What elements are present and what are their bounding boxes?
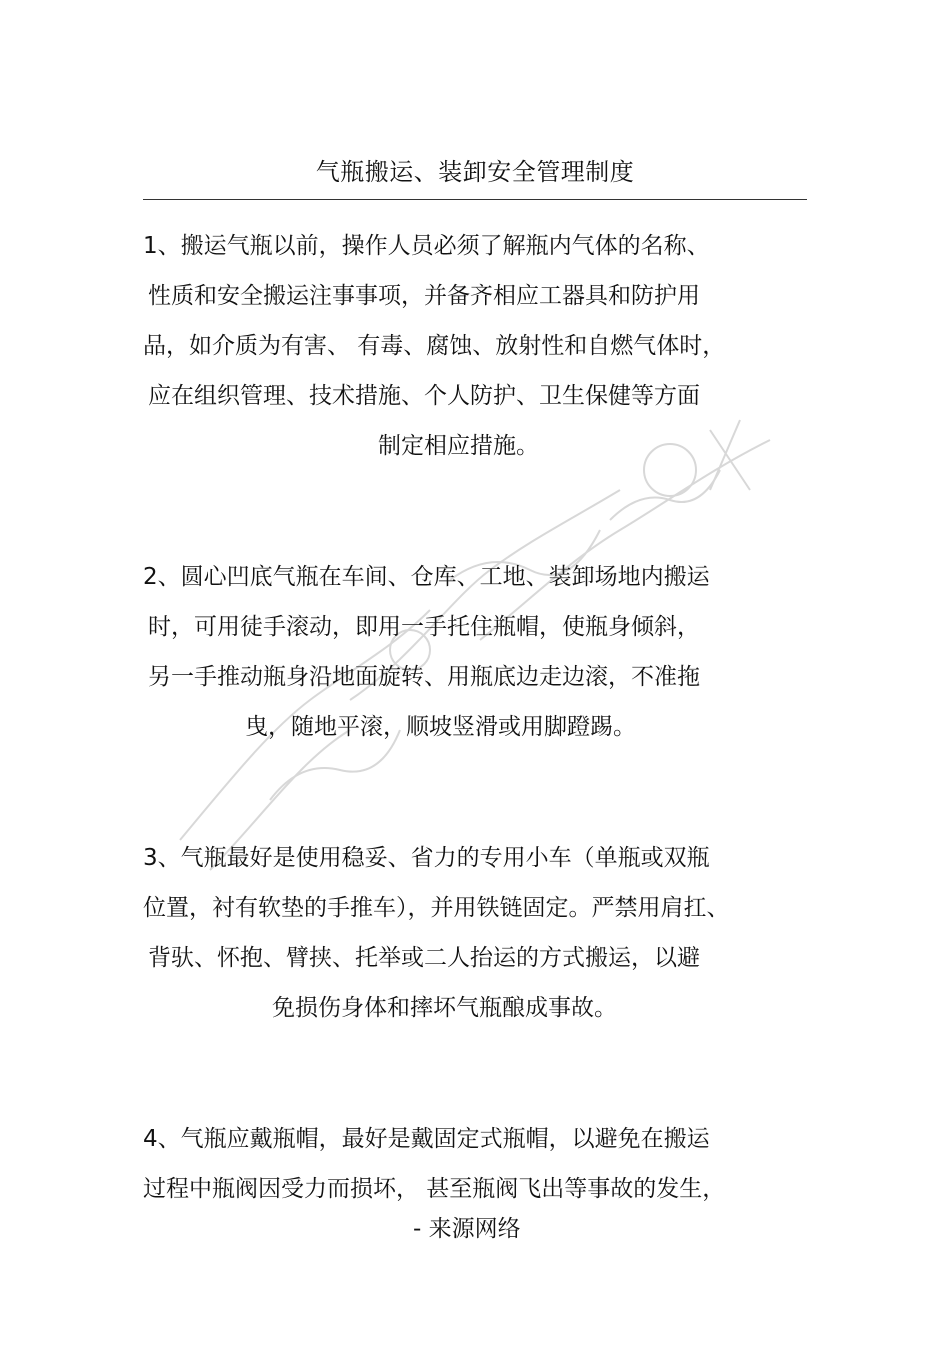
paragraph-line: 2、圆心凹底气瓶在车间、仓库、工地、装卸场地内搬运 bbox=[143, 564, 710, 590]
paragraph-line: 背驮、怀抱、臂挟、托举或二人抬运的方式搬运，以避 bbox=[148, 945, 700, 971]
paragraph-line: 1、搬运气瓶以前，操作人员必须了解瓶内气体的名称、 bbox=[143, 233, 710, 259]
paragraph-line: 4、气瓶应戴瓶帽，最好是戴固定式瓶帽，以避免在搬运 bbox=[143, 1126, 710, 1152]
paragraph-line: 应在组织管理、技术措施、个人防护、卫生保健等方面 bbox=[148, 383, 700, 409]
paragraph-line: 另一手推动瓶身沿地面旋转、用瓶底边走边滚，不准拖 bbox=[148, 664, 700, 690]
paragraph-line: 品，如介质为有害、 有毒、腐蚀、放射性和自燃气体时， bbox=[143, 333, 726, 359]
paragraph-line: 过程中瓶阀因受力而损坏， 甚至瓶阀飞出等事故的发生， bbox=[143, 1176, 726, 1202]
paragraph-line: 3、气瓶最好是使用稳妥、省力的专用小车（单瓶或双瓶 bbox=[143, 845, 710, 871]
paragraph-line: 时，可用徒手滚动，即用一手托住瓶帽，使瓶身倾斜， bbox=[148, 614, 700, 640]
title-rule bbox=[143, 199, 807, 200]
paragraph-line: 制定相应措施。 bbox=[378, 433, 539, 459]
paragraph-line: 曳，随地平滚，顺坡竖滑或用脚蹬踢。 bbox=[245, 714, 636, 740]
paragraph-line: 位置，衬有软垫的手推车），并用铁链固定。严禁用肩扛、 bbox=[143, 895, 730, 921]
paragraph-line: 免损伤身体和摔坏气瓶酿成事故。 bbox=[272, 995, 617, 1021]
paragraph-line: 性质和安全搬运注事事项，并备齐相应工器具和防护用 bbox=[148, 283, 700, 309]
page-footer: - 来源网络 bbox=[413, 1216, 521, 1242]
page-title: 气瓶搬运、装卸安全管理制度 bbox=[315, 158, 635, 186]
